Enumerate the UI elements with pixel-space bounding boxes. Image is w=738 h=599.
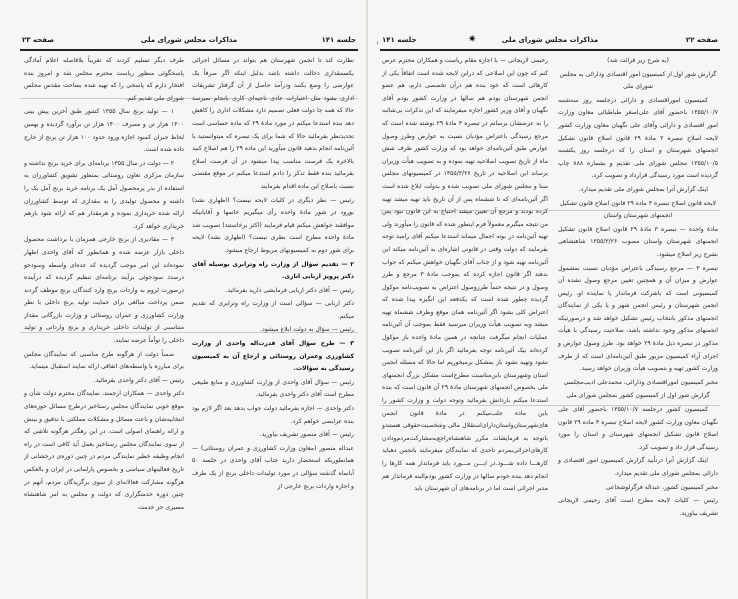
paragraph: طرف دیگر تسلیم کردند که تقریباً بلافاصله اعلام آمادگی پاسخگوئی منظور ریاست محترم مجلس شد و امروز بنده افتخار دارم که پاسخی را که تهیه شده بساحت مقدس مجلس شورای ملی تقدیم کنم. xyxy=(24,57,184,102)
page-title: مذاکرات مجلس شورای ملی xyxy=(140,36,238,44)
header-rule xyxy=(20,49,358,51)
page-title: مذاکرات مجلس شورای ملی xyxy=(501,36,599,44)
paragraph: کمیسیون اموراقتصادی و دارائی درجلسه روز سه‌شنبه ۱۳۵۵/۱۰/۷ باحضور آقای علی‌اصغر طباطبائی معاون وزارت امور اقتصادی و دارائی وآقای علی نگهبان معاون وزارت کشور لایحه اصلاح تبصره ۳ مادهٔ ۲۹ قانون اصلاح قانون تشکیل انجمنهای شهرستان و استان را که درجلسه روز یکشنبه ۱۳۵۵/۱۰/۵ مجلس شورای ملی تقدیم و بشماره ۸۸۸ چاپ گردیده است مورد رسیدگی قرارداد و تصویب کرد. xyxy=(558,96,718,180)
paragraph: اینک گزارش آنرا درتأیید گزارش کمیسیون امور اقتصادی و دارائی بمجلس شورای ملی تقدیم میدارد. xyxy=(558,457,718,477)
column-right xyxy=(558,55,718,521)
header-rule xyxy=(380,49,720,51)
left-page xyxy=(0,0,368,599)
paragraph: ۳ — مقادیری از برنج خارجی همزمان با برداشت محصول داخلی بازار عرضه شده و همانطور که آقای واحدی اظهار نموده‌اند این امر موجب گردیده که عده‌ای واسطه وسودجو درصدد سودجوئی برآیند برنامه‌ای تنظیم گردیده که درآینده درصورت لزوم به واردات برنج وارد کنندگان برنج موظف گردند ضمن پرداخت مبالغی برای حمایت تولید برنج داخلی با نظر وزارت کشاورزی و عمران روستائی و وزارت بازرگانی مقدار متناسبی از تولیدات داخلی خریداری و برنج وارداتی و تولید داخلی را توأماً عرضه نمایند. xyxy=(24,236,184,345)
right-page xyxy=(368,0,738,599)
paragraph: نظارت کند تا انجمن شهرستان هم بتواند در مسائل اجرائی یکسمقداری دخالت داشته باشد بدلیل اینکه اگر صرفاً یک عوارضی را وضع بکنند ودرآمد حاصل از آن گرفتار تشریفات اداری بشود مثل اعتبارات عادی ناحیه‌ای کاری بانجام نمیرسد حالا که همه جا دولت فعلی تصمیم دارد مشکلات اداری را کاهش دهد بنده استدعا میکنم در مورد مادهٔ ۲۹ که ماده حساسی است تجدیدنظر بفرمائید حالا که شما برای یک تبصره که میتوانستید با آئین‌نامه انجام بدهید قانون میآورید این ماده ۲۹ را هم اصلاح کنید بالاخره یک فرصت مناسب پیدا میشود در آن فرصت اصلاح بفرمائید بنده فقط تذکر را دادم استدعا میکنم در موقع مقتضی نسبت باصلاح این ماده اقدام بفرمایند xyxy=(192,57,354,190)
paragraph: کمیسیون کشور درجلسه ۱۳۵۵/۱۰/۷ باحضور آقای علی نگهبان معاون وزارت کشور لایحه اصلاح تبصره ۳ ماده ۲۹ قانون اصلاح قانون تشکیل انجمنهای شهرستان و استان را مورد رسیدگی قرار داد و تصویب کرد. xyxy=(558,406,719,451)
session-label: جلسه ۱۴۱ xyxy=(321,36,356,44)
page-header xyxy=(382,36,718,48)
report-title: گزارش شور اول از کمیسیون امور اقتصادی ودارائی به مجلس شورای ملی xyxy=(559,70,717,91)
paragraph: رئیس — نظر دیگری در کلیات لایحه نیست؟ (اظهاری نشد) بورود در شور مادهٔ واحده رأی میگیریم خانمها و آقایانیکه موافقند خواهش میکنم قیام فرمایند (اکثر برخاستند) تصویب شد مادهٔ واحده مطرح است نظری نیست؟ (اظهاری نشد) لایحه برای شور دوم به کمیسیونهای مربوط ارجاع میشود. xyxy=(192,196,354,254)
column-right xyxy=(192,55,354,494)
column-left xyxy=(24,55,184,515)
paragraph: رئیس — سؤال آقای واحدی از وزارت کشاورزی و منابع طبیعی مطرح است آقای دکتر واحدی بفرمائید. xyxy=(192,378,354,399)
paragraph: دکتر واحدی — اجازه بفرمائید دولت جواب بدهد بعد اگر لازم بود بنده عرایضی خواهم کرد. xyxy=(192,405,354,425)
section-heading: ۲ — تقدیم سؤال از وزارت راه وترابری بوسیله آقای دکتر پرویز اربابی اناری. xyxy=(192,260,354,281)
paragraph: ۱ — تولید برنج سال ۱۳۵۵ کشور طبق آخرین پیش بینی ۱۳۰۰ هزار تن و مصرف ۱۴۰۰ هزار تن برآورد گردیده و بهمین لحاظ جبران کمبود اجازه ورود حدود ۱۰۰ هزار تن برنج از خارج داده شده است. xyxy=(24,108,185,154)
paragraph: مادهٔ واحده — تبصره ۳ مادهٔ ۲۹ قانون اصلاح قانون تشکیل انجمنهای شهرستان واستان مصوب ۱۳۵۵/۳/۲۶ شاهنشاهی بشرح زیر اصلاح میشود. xyxy=(558,225,718,258)
page-number: صفحه ۲۲ xyxy=(685,36,718,44)
margin-mark: ۱ xyxy=(376,40,380,47)
paragraph: رئیس — سؤال به دولت ابلاغ میشود. xyxy=(260,326,354,334)
paragraph: رئیس — آقای منصور تشریف بیاورید. xyxy=(259,431,354,439)
paragraph: رئیس — کلیات لایحه مطرح است آقای رحیمی لاریجانی تشریف بیاورید. xyxy=(558,497,718,517)
section-heading: ۳ — طرح سؤال آقای قدرت‌اله واحدی از وزارت کشاورزی وعمران روستائی و ارجاع آن به کمیسیون رسیدگی به سؤالات. xyxy=(192,340,354,373)
paragraph: تبصره ۳ — مرجع رسیدگی باعتراض مؤدیان نسبت بمشمول عوارض و میزان آن و همچنین تعیین مرجع وصول نشده آن کمیسیونی است که باشرکت فرماندار یا نماینده او، رئیس انجمن شهرستان و رئیس انجمن شهر و یا یکی از نمایندگان انجمنهای مذکور بانتخاب رئیس تشکیل خواهد شد و درصورتیکه انجمنهای مذکور وجود نداشته باشد، صلاحیت رسیدگی با هیأت مذکور در تبصره ذیل مادهٔ ۲۹ خواهد بود. طرز وصول عوارض و اجرای آراء کمیسیون مزبور طبق آئین‌نامه‌ای است که از طرف وزارت کشور تهیه و بتصویب هیأت وزیران خواهد رسید. xyxy=(558,264,718,373)
scan-line xyxy=(380,405,720,406)
paragraph: رحیمی لاریجانی — با اجازه مقام ریاست و همکاران محترم عرض کنم که چون این اصلاحی که دراین لایحه شده است اتفاقاً یکی از کارهائی است که خود بنده هم درآن تخصصی دارم، هم عضو انجمن شهرستان بودم هم سالها در وزارت کشور بودم آقای نگهبان و آقای وزیر کشور اجازه میفرمایند که این تذکرات بی‌شائبه را به عرضشان برسانم در تبصره ۳ مادهٔ ۲۹ نوشته شده است که مرجع رسیدگی باعتراض مؤدیان نسبت به عوارض وطرز وصول عوارض طبق آئین‌نامه‌ای خواهد بود که وزارت کشور ظرف شش ماه از تاریخ تصویب اصلاحیه تهیه نموده و به تصویب هیأت وزیران برساند این اصلاحیه در تاریخ ۱۳۵۵/۳/۲۶ در کمیسیونهای مجلس سنا و مجلس شورای ملی تصویب شده و بدولت ابلاغ شده است اگر آئین‌نامه‌ای که تا ششماه پس از آن تاریخ باید تهیه میشد تهیه کرده بودند و مرجع آن تعیین میشد احتیاج به این قانون نبود پس من نتیجه میگیرم معمولاً فرم اینطور شده که قانون را میآورند ولی تهیه آئین‌نامه در بوته اجمال میماند استدعا میکنم آقای رامبد توجه بفرمایند که دولت وقتی در قانونی اشاره‌ای به آئین‌نامه میکند این آئین‌نامه تهیه شود و از جناب آقای نگهبان خواهش میکنم که جواب بدهند اگر قانون اجازه کرده که بموجب مادهٔ ۳ مرجع و طرز وصول و در نتیجه حتماً طرزوصول اعتراض به تصویب‌نامه موکول گردیده چطور شده است که یکدفعه این انگیزه پیدا شده که اعتراض کلی بشود اگر آئین‌نامه همان موقع وظرف ششماه تهیه میشد وبه تصویب هیأت وزیران میرسید فقط بموجب آن آئین‌نامه عملیات انجام میگرفت چنانچه در همین مادهٔ واحده باز موکول کرده‌اند بیک آئین‌نامه توجه بفرمائید اگر باز این آئین‌نامه تصویب نشود وتهیه نشود باز بمشکل برمیخوریم اما حالا که مسئله انجمن استان وشهرستان باین‌مناسبت مطرح‌است مشکل بزرگ انجمنهای ملی بخصوص انجمنهای شهرستان مادهٔ ۲۹ آن قانون است که بنده استدعا میکنم باردانش بفرمائید وتوجه دولت و وزارت کشور را باین ماده جلب‌میکنم در مادهٔ قانون انجمن های‌شهرستان‌واستان‌دارای‌استقلال مالی وشخصیت‌حقوقی هستندو باتوجه به فرمایشات مکرر شاهنشاه‌راجع‌به‌مشارکت‌مردم‌ودادن کارهای‌اجرائی‌بمردم تاحدی که نمایندگان میفرمایند بانجمن دهباید کارهـــا داده شـــود.در ایـــن مـــورد باید فرماندار همه کارها را انجام دهد بنده خودم سالها در وزارت کشور بودم‌البته فرماندار هم مدیر اجرائی است اما در برنامه‌های آن شهرستان باید xyxy=(382,57,549,493)
paragraph: دکتر اربابی — سؤالی است از وزارت راه وترابری که تقدیم میکنم. xyxy=(192,300,354,320)
paragraph: مخبر کمیسیون کشور، عبداله فرگزلوشجاعی xyxy=(605,483,718,491)
session-label: جلسه ۱۴۱ xyxy=(382,36,417,44)
paragraph: رئیس — آقای دکتر واحدی بفرمائید. xyxy=(93,376,184,384)
paragraph: اینک گزارش آنرا بمجلس شورای ملی تقدیم میدارد. xyxy=(578,185,708,193)
paragraph: (به شرح زیر قرائت شد) xyxy=(607,57,669,64)
paragraph: ۲ — دولت در سال ۱۳۵۵ برنامه‌ای برای خرید برنج نداشته و سازمان مرکزی تعاون روستائی بمنظور تشویق کشاورزان به استفاده از بذر پرمحصول آمل یک برنامه خرید برنج آمل یک را داشته و محصول تولیدی را به مقداری که توسط کشاورزان ارائه شده خریداری نموده و هرمقدار هم که ارائه شود بازهم خریداری خواهد کرد. xyxy=(24,159,184,230)
scan-line xyxy=(20,98,358,99)
paragraph: مخبر کمیسیون اموراقتصادی ودارائی، محمدعلی ادیب‌مجلسی xyxy=(563,378,718,386)
page-number: صفحه ۲۳ xyxy=(22,36,55,44)
scan-line xyxy=(380,210,720,211)
scan-line xyxy=(20,332,358,333)
paragraph: رئیس — آقای دکتر اربابی فرمایشی دارید بفرمائید. xyxy=(225,286,354,294)
paragraph: ضمناً دولت از هرگونه طرح مناسبی که نمایندگان مجلس برای مبارزه با واسطه‌های اتفاقی ارائه نمایند استقبال مینماید. xyxy=(24,350,184,371)
paragraph: دکتر واحدی — همکاران ارجمند، نمایندگان محترم دولت شأن و موقع خوبی نمایندگان مجلس رستاخیز درطرح مسائل حوزه‌های انتخابیه‌شان و باعث مسائل و مشکلات مملکتی با تدقیق و بینش و ارائه راهنمای اصولی است. در این رهگذر هرگونه تلاشی که از سوی نمایندگان مجلس رستاخیز بعمل آید کافی است در راه انجام وظیفه خطیر نمایندگی مردم در چنین دوره‌ی درخشانی از تاریخ فعالیتهای سیاسی و بخصوص پارلمانی در ایران و بالعکس هرگونه مشارکت فعالانه‌ای از سوی برگزیدگان مردم، آنهم در چنین دوره خدمتگزاری که دولت و مجلس به امر شاهنشاه مسیری جز خدمت xyxy=(24,390,184,511)
paragraph: عبداله منصور (معاون وزارت کشاورزی و عمران روستائی) — همانطوریکه استحضار دارید جناب آقای واحدی در جلسه ۵۰ آبانماه گذشته سؤالی در مورد تولیدات داخلی برنج از یک طرف و اجازه واردات برنج خارجی از xyxy=(192,444,354,490)
ink-mark-icon: ✷ xyxy=(468,34,477,45)
bill-title: لایحه قانون اصلاح تبصره ۳ ماده ۲۹ قانون اصلاح قانون تشکیل انجمنهای شهرستان واستان xyxy=(559,199,717,220)
page-header xyxy=(22,36,356,48)
report-title: گزارش شور اول از کمیسیون کشور بمجلس شورای ملی xyxy=(566,392,710,400)
column-left xyxy=(382,55,548,497)
